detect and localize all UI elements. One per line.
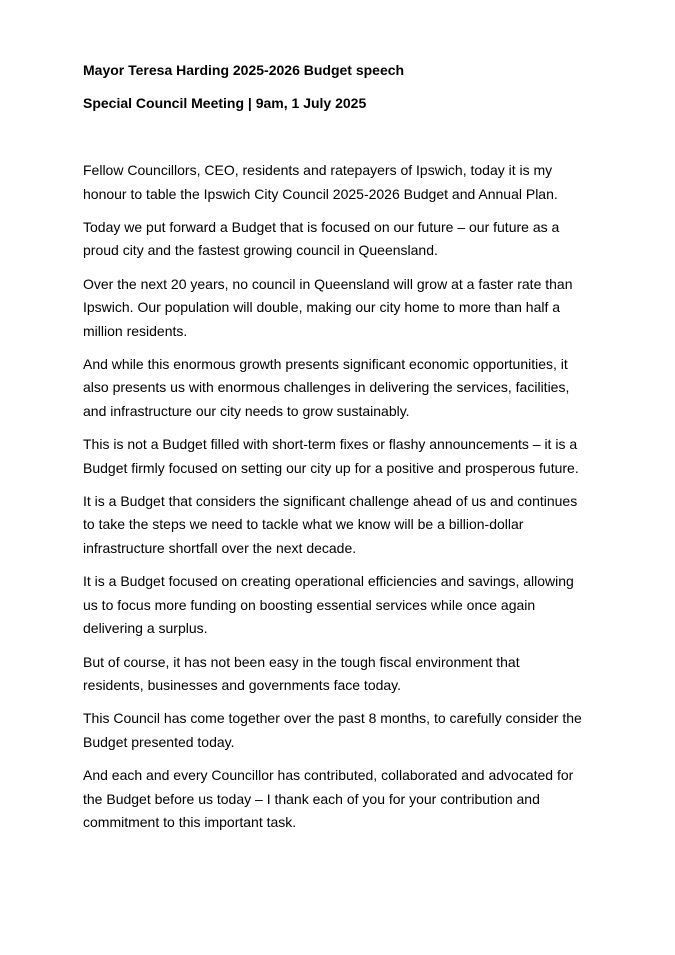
document-subtitle: Special Council Meeting | 9am, 1 July 2025 <box>83 95 367 112</box>
paragraph: Today we put forward a Budget that is focused on our future – our future as a proud city and the fastest growing council in Queensland. <box>83 219 560 259</box>
paragraph: But of course, it has not been easy in the tough fiscal environment that residents, businesses and governments face today. <box>83 653 520 693</box>
paragraph: This is not a Budget filled with short-term fixes or flashy announcements – it is a Budget firmly focused on setting our city up for a positive and prosperous future. <box>83 436 579 476</box>
paragraph: This Council has come together over the past 8 months, to carefully consider the Budget presented today. <box>83 710 582 750</box>
paragraph: It is a Budget focused on creating operational efficiencies and savings, allowing us to focus more funding on boosting essential services while once again delivering a surplus. <box>83 573 574 637</box>
paragraph: And while this enormous growth presents significant economic opportunities, it also presents us with enormous challenges in delivering the services, facilities, and infrastructure our city needs to grow sustainably. <box>83 356 570 419</box>
paragraph: Over the next 20 years, no council in Queensland will grow at a faster rate than Ipswich. Our population will double, making our city home to more than half a million residents. <box>83 275 573 339</box>
paragraph: And each and every Councillor has contributed, collaborated and advocated for the Budget before us today – I thank each of you for your contribution and commitment to this important task. <box>83 767 574 830</box>
speech-document <box>83 59 583 834</box>
paragraph: Fellow Councillors, CEO, residents and ratepayers of Ipswich, today it is my honour to table the Ipswich City Council 2025-2026 Budget and Annual Plan. <box>83 162 558 202</box>
paragraph-list <box>83 159 583 834</box>
blank-line <box>83 126 583 149</box>
paragraph: It is a Budget that considers the significant challenge ahead of us and continues to take the steps we need to tackle what we know will be a billion-dollar infrastructure shortfall over the next decade. <box>83 493 578 556</box>
document-title: Mayor Teresa Harding 2025-2026 Budget speech <box>83 62 405 78</box>
